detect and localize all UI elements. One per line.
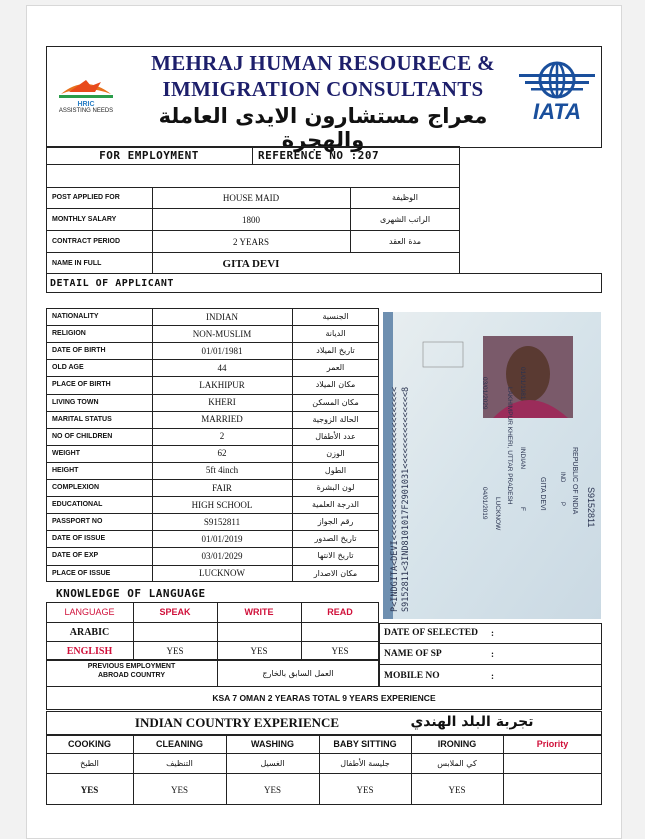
exp-header-cleaning: CLEANING [156, 739, 203, 749]
passport-nationality: INDIAN [519, 447, 526, 470]
detail-value: 62 [217, 448, 227, 459]
detail-value: 01/01/2019 [201, 533, 243, 544]
detail-arabic: الجنسية [322, 312, 349, 322]
detail-label: DATE OF ISSUE [52, 535, 106, 543]
mobile-no-label: MOBILE NO [384, 671, 440, 681]
exp-arabic-washing: الغسيل [260, 759, 285, 768]
detail-value: 2 [219, 431, 225, 442]
detail-value: INDIAN [206, 311, 238, 322]
detail-label: PLACE OF ISSUE [52, 569, 111, 577]
detail-value: 44 [217, 362, 227, 373]
passport-mrz-2: S9152811<3IND8101017F2901031<<<<<<<<<<<<<<<8 [401, 386, 411, 612]
lang-arabic-write [217, 623, 301, 641]
detail-arabic: الديانة [325, 329, 346, 339]
detail-label: DATE OF EXP [52, 552, 99, 560]
detail-label: WEIGHT [52, 449, 80, 457]
language-title: KNOWLEDGE OF LANGUAGE [56, 586, 206, 600]
detail-arabic: العمر [326, 363, 345, 373]
blank-row [46, 164, 460, 188]
name-of-sp-label: NAME OF SP [384, 649, 442, 659]
detail-label: COMPLEXION [52, 484, 100, 492]
detail-title: DETAIL OF APPLICANT [50, 277, 174, 289]
detail-label: NATIONALITY [52, 313, 99, 321]
exp-value-baby-sitting: YES [356, 784, 374, 795]
lang-arabic-speak [133, 623, 217, 641]
detail-arabic: تاريخ الصدور [314, 534, 357, 544]
job-label-salary: MONTHLY SALARY [52, 216, 117, 223]
lang-header-language: LANGUAGE [64, 607, 115, 617]
job-value-post: HOUSE MAID [222, 192, 280, 203]
detail-label: MARITAL STATUS [52, 415, 112, 423]
exp-header-ironing: IRONING [437, 739, 477, 749]
exp-header-baby-sitting: BABY SITTING [333, 739, 397, 749]
experience-title: INDIAN COUNTRY EXPERIENCE [134, 715, 340, 730]
exp-arabic-ironing: كي الملابس [437, 759, 477, 768]
detail-label: OLD AGE [52, 364, 84, 372]
detail-label: RELIGION [52, 330, 86, 338]
passport-sex: F [519, 507, 526, 511]
detail-value: 5ft 4inch [205, 465, 239, 476]
for-employment-label: FOR EMPLOYMENT [99, 149, 199, 162]
logo-tagline: ASSISTING NEEDS [58, 108, 114, 114]
exp-value-cooking: YES [80, 784, 99, 795]
exp-value-ironing: YES [448, 784, 466, 795]
detail-arabic: الطول [324, 465, 347, 475]
detail-label: DATE OF BIRTH [52, 347, 106, 355]
exp-value-cleaning: YES [170, 784, 188, 795]
detail-value: 03/01/2029 [201, 550, 243, 561]
prev-employment-value: KSA 7 OMAN 2 YEARAS TOTAL 9 YEARS EXPERIENCE [212, 693, 436, 703]
experience-title-arabic: تجربة البلد الهندي [410, 714, 534, 730]
exp-header-priority: Priority [536, 739, 569, 749]
passport-issue-date: 04/01/2019 [481, 487, 488, 520]
exp-header-cooking: COOKING [67, 739, 111, 749]
lang-english-speak: YES [166, 646, 184, 656]
detail-arabic: مكان المسكن [312, 397, 359, 407]
detail-label: NO OF CHILDREN [52, 432, 113, 440]
detail-value: LUCKNOW [199, 568, 245, 579]
date-selected-label: DATE OF SELECTED [384, 628, 478, 638]
mobile-no-colon: : [491, 671, 494, 681]
detail-label: PASSPORT NO [52, 518, 103, 526]
detail-value: KHERI [208, 397, 236, 408]
company-name-arabic: معراج مستشارون الايدى العاملة والهجرة [158, 104, 488, 152]
prev-employment-line1: PREVIOUS EMPLOYMENT [87, 663, 176, 670]
iata-text: IATA [532, 99, 582, 124]
passport-mrz-1: P<INDGITA<DEVI<<<<<<<<<<<<<<<<<<<<<<<<<<<<<< [390, 386, 400, 612]
job-arabic-salary: الراتب الشهرى [379, 215, 431, 224]
iata-logo [515, 60, 599, 124]
date-selected-colon: : [491, 628, 494, 638]
passport-type: P [559, 502, 565, 507]
detail-arabic: عدد الأطفال [315, 431, 356, 441]
passport-photo [383, 312, 601, 619]
lang-header-speak: SPEAK [159, 607, 191, 617]
job-arabic-contract: مدة العقد [389, 237, 421, 246]
detail-value: LAKHIPUR [199, 379, 245, 390]
exp-header-washing: WASHING [250, 739, 294, 749]
detail-arabic: تاريخ الانتها [317, 551, 354, 561]
company-name-line1: MEHRAJ HUMAN RESOURECE & [151, 51, 495, 75]
detail-arabic: رقم الجواز [317, 517, 354, 527]
lang-row-arabic: ARABIC [69, 626, 110, 638]
job-label-contract: CONTRACT PERIOD [52, 238, 121, 245]
passport-given-name: GITA DEVI [539, 477, 546, 511]
application-page [26, 5, 622, 839]
hric-logo [55, 72, 117, 118]
passport-place-issue: LUCKNOW [494, 497, 501, 531]
passport-place-birth: LAKHIMPUR KHERI, UTTAR PRADESH [506, 387, 513, 505]
detail-value: FAIR [212, 482, 232, 493]
detail-value: MARRIED [201, 414, 243, 425]
lang-arabic-read [301, 623, 379, 641]
passport-number: S9152811 [586, 487, 596, 528]
passport-expiry-date: 03/01/2029 [481, 377, 488, 410]
detail-label: LIVING TOWN [52, 398, 99, 406]
detail-value: 01/01/1981 [201, 345, 243, 356]
exp-arabic-baby-sitting: جليسة الأطفال [340, 759, 390, 768]
name-label: NAME IN FULL [52, 260, 102, 267]
passport-dob: 01/01/1981 [519, 367, 526, 400]
detail-arabic: مكان الاصدار [313, 568, 358, 578]
exp-value-washing: YES [263, 784, 281, 795]
job-label-post: POST APPLIED FOR [52, 194, 120, 201]
company-name-line2: IMMIGRATION CONSULTANTS [162, 77, 484, 101]
detail-value: HIGH SCHOOL [191, 499, 253, 510]
prev-employment-line2: ABROAD COUNTRY [97, 672, 166, 679]
detail-arabic: الوزن [326, 448, 345, 458]
detail-arabic: الحالة الزوجية [312, 414, 359, 424]
detail-value: S9152811 [203, 516, 241, 527]
name-value: GITA DEVI [222, 257, 280, 270]
passport-code: IND [559, 472, 565, 483]
job-value-contract: 2 YEARS [233, 236, 269, 247]
exp-arabic-cleaning: التنظيف [166, 759, 193, 768]
name-of-sp-colon: : [491, 649, 494, 659]
lang-english-write: YES [250, 646, 268, 656]
lang-english-read: YES [331, 646, 349, 656]
detail-label: PLACE OF BIRTH [52, 381, 111, 389]
reference-number: REFERENCE NO :207 [258, 149, 380, 162]
lang-header-read: READ [327, 607, 353, 617]
detail-arabic: مكان الميلاد [315, 380, 356, 390]
prev-employment-label [46, 662, 217, 680]
lang-row-english: ENGLISH [66, 645, 113, 657]
logo-text: HRIC [77, 101, 95, 108]
detail-value: NON-MUSLIM [192, 328, 252, 339]
job-arabic-post: الوظيفة [392, 193, 418, 202]
job-value-salary: 1800 [242, 214, 260, 225]
lang-header-write: WRITE [244, 607, 274, 617]
detail-label: EDUCATIONAL [52, 501, 103, 509]
detail-arabic: لون البشرة [316, 483, 355, 493]
prev-employment-arabic: العمل السابق بالخارج [262, 669, 334, 678]
passport-country: REPUBLIC OF INDIA [571, 447, 578, 515]
detail-label: HEIGHT [52, 466, 79, 474]
detail-arabic: تاريخ الميلاد [316, 346, 355, 356]
detail-arabic: الدرجة العلمية [312, 500, 359, 510]
exp-arabic-cooking: الطبخ [80, 759, 99, 768]
